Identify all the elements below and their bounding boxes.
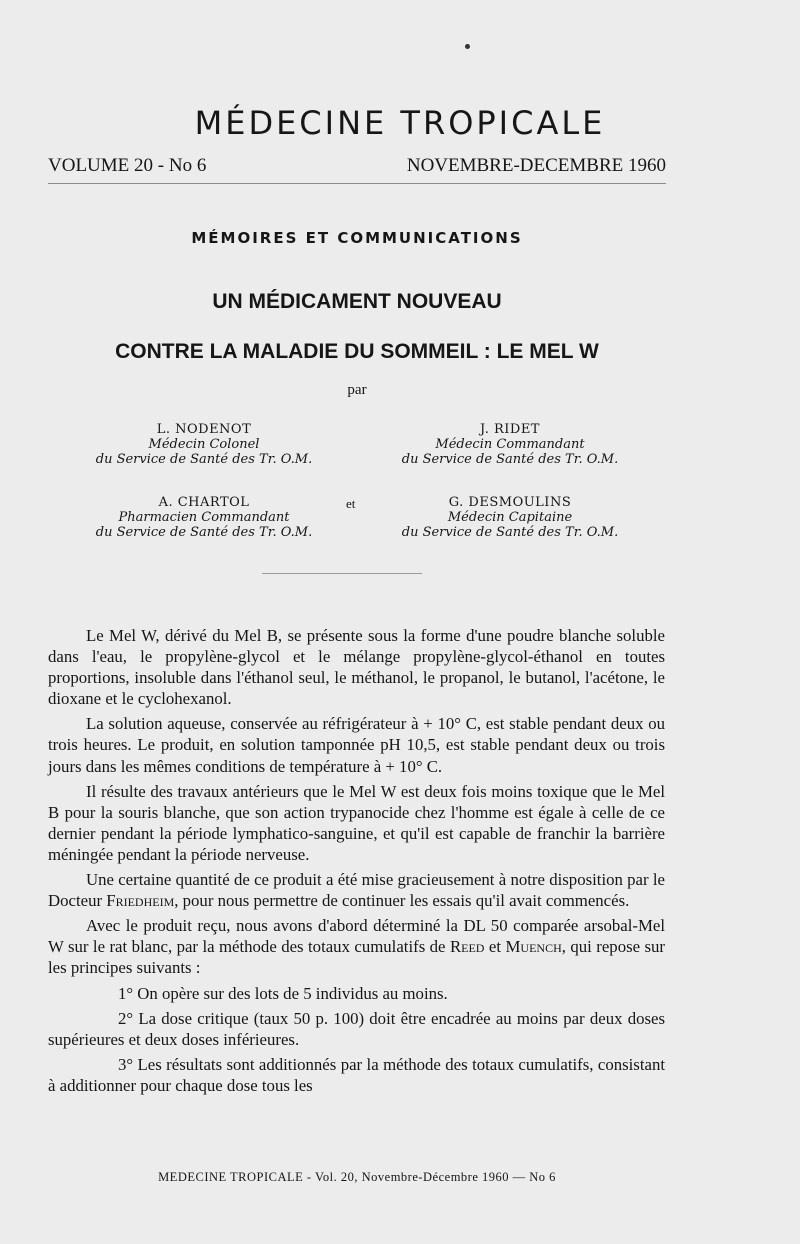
author-role: Pharmacien Commandant (118, 510, 290, 525)
cited-author: Muench (505, 937, 562, 957)
author-block (360, 422, 660, 467)
author-role: Médecin Commandant (435, 437, 585, 452)
ink-speck (465, 44, 470, 49)
list-item: 1° On opère sur des lots de 5 individus au moins. (118, 983, 448, 1003)
list-item: 3° Les résultats sont additionnés par la méthode des totaux cumulatifs, consistant à additionner pour chaque dose tous les (48, 1054, 665, 1095)
author-block (360, 495, 660, 540)
text-run: , qui repose sur les principes suivants : (48, 937, 666, 978)
author-service: du Service de Santé des Tr. O.M. (95, 525, 313, 540)
author-role: Médecin Capitaine (447, 510, 573, 525)
text-run: Une certaine quantité de ce produit a été mise gracieusement à notre disposition par le Docteur (48, 870, 665, 911)
issue-line (48, 155, 666, 184)
author-conjunction: et (346, 496, 356, 511)
paragraph (48, 869, 665, 911)
article-body (48, 625, 665, 1100)
author-name: J. RIDET (480, 422, 540, 437)
author-name: G. DESMOULINS (448, 495, 572, 510)
section-heading: MÉMOIRES ET COMMUNICATIONS (191, 229, 523, 247)
byline: par (347, 382, 367, 398)
cited-author: Friedheim (106, 891, 175, 911)
text-run: et (484, 937, 506, 957)
author-block (54, 495, 354, 540)
author-block (54, 422, 354, 467)
separator-rule (262, 573, 422, 574)
journal-title: MÉDECINE TROPICALE (194, 104, 606, 142)
author-service: du Service de Santé des Tr. O.M. (95, 452, 313, 467)
page-footer: MEDECINE TROPICALE - Vol. 20, Novembre-Décembre 1960 — No 6 (158, 1170, 556, 1184)
author-service: du Service de Santé des Tr. O.M. (401, 452, 619, 467)
author-name: A. CHARTOL (158, 495, 250, 510)
list-item: 2° La dose critique (taux 50 p. 100) doit être encadrée au moins par deux doses supérieures et deux doses inférieures. (48, 1008, 665, 1049)
issue-date: NOVEMBRE-DECEMBRE 1960 (406, 155, 666, 176)
paragraph (48, 915, 665, 978)
volume-number: VOLUME 20 - No 6 (48, 155, 207, 176)
author-role: Médecin Colonel (148, 437, 260, 452)
cited-author: Reed (449, 937, 485, 957)
author-name: L. NODENOT (156, 422, 252, 437)
paragraph: Le Mel W, dérivé du Mel B, se présente sous la forme d'une poudre blanche soluble dans l'eau, le propylène-glycol et le mélange propylène-glycol-éthanol en toutes proportions, insoluble dans l'éthanol seul, le méthanol, le propanol, le butanol, l'acétone, le dioxane et le cyclohexanol. (48, 626, 665, 709)
paragraph: Il résulte des travaux antérieurs que le Mel W est deux fois moins toxique que le Mel B pour la souris blanche, que son action trypanocide chez l'homme est égale à celle de ce dernier pendant la période lymphatico-sanguine, et qu'il est capable de franchir la barrière méningée pendant la période nerveuse. (48, 781, 665, 864)
paragraph: La solution aqueuse, conservée au réfrigérateur à + 10° C, est stable pendant deux ou trois heures. Le produit, en solution tamponnée pH 10,5, est stable pendant deux ou trois jours dans les mêmes conditions de température à + 10° C. (48, 714, 665, 776)
article-title-line-2: CONTRE LA MALADIE DU SOMMEIL : LE MEL W (115, 340, 599, 363)
text-run: Avec le produit reçu, nous avons d'abord déterminé la DL 50 comparée arsobal-Mel W sur le rat blanc, par la méthode des totaux cumulatifs de (48, 916, 665, 957)
author-service: du Service de Santé des Tr. O.M. (401, 525, 619, 540)
article-title-line-1: UN MÉDICAMENT NOUVEAU (212, 290, 502, 313)
text-run: , pour nous permettre de continuer les essais qu'il avait commencés. (174, 891, 630, 911)
